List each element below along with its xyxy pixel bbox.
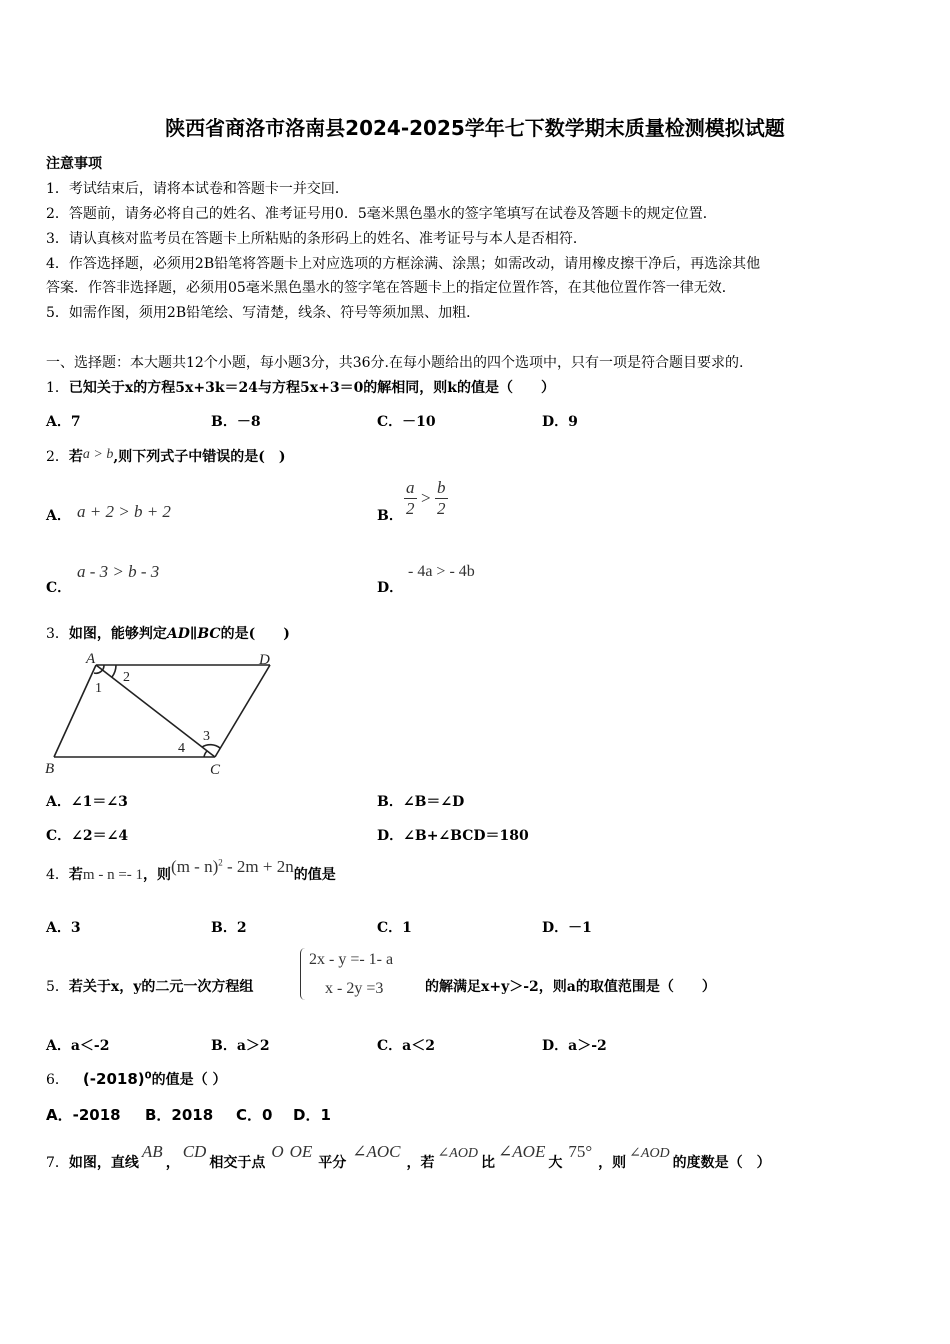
text-segment: ，若 [406, 1155, 435, 1171]
notice-line-1: 1．考试结束后，请将本试卷和答题卡一并交回． [46, 181, 349, 197]
equation-2: x - 2y =3 [325, 980, 384, 997]
text-segment: ，则 [598, 1155, 627, 1171]
line-ab: AB [141, 1142, 163, 1161]
text-segment: 的度数是（ ） [672, 1155, 771, 1171]
q4-option-a: A．3 [46, 920, 81, 936]
angle-aod-target: ∠AOD [629, 1146, 670, 1161]
question-number: 5． [46, 979, 69, 995]
q6-option-c: C．0 [236, 1106, 273, 1124]
question-text-post: 的是( ) [220, 626, 290, 642]
q1-option-d: D．9 [542, 414, 578, 430]
q1-option-c: C．－10 [377, 414, 436, 430]
text-segment: 比 [481, 1155, 496, 1171]
angle-aoe: ∠AOE [498, 1142, 546, 1161]
diagonal-ac [96, 665, 215, 757]
exponent: 0 [144, 1070, 152, 1082]
q2-option-a-expr: a + 2 > b + 2 [77, 502, 171, 521]
question-6 [46, 1069, 226, 1089]
question-number: 1． [46, 380, 69, 396]
q2-option-b-label: B． [377, 508, 403, 524]
q6-option-d: D．1 [293, 1106, 331, 1124]
question-text-pre: 如图，能够判定 [68, 626, 167, 642]
question-text-post: 的解满足x+y＞-2，则a的取值范围是（ ） [425, 979, 716, 995]
point-o: O [271, 1142, 284, 1161]
q3-option-d: D．∠B+∠BCD＝180 [377, 828, 529, 844]
vertex-b-label: B [45, 761, 55, 777]
vertex-a-label: A [86, 651, 96, 667]
question-number: 6． [46, 1072, 69, 1088]
q5-option-c: C．a＜2 [377, 1038, 435, 1054]
q2-option-c-expr: a - 3 > b - 3 [77, 562, 160, 581]
segment-dc [215, 665, 270, 757]
question-text-pre: 若关于x，y的二元一次方程组 [68, 979, 254, 995]
system-brace [300, 948, 305, 1000]
notice-line-6: 5．如需作图，须用2B铅笔绘、写清楚，线条、符号等须加黑、加粗． [46, 305, 481, 321]
question-number: 7． [46, 1155, 69, 1171]
segment-ab [54, 665, 96, 757]
angle-arc-4 [204, 751, 207, 757]
question-text-mid: ，则 [143, 867, 172, 883]
q5-option-b: B．a＞2 [211, 1038, 270, 1054]
line-cd: CD [182, 1142, 207, 1161]
question-number: 4． [46, 867, 69, 883]
q1-option-a: A．7 [46, 414, 81, 430]
text-segment: 大 [548, 1155, 563, 1171]
question-4 [46, 857, 336, 884]
q3-option-a: A．∠1＝∠3 [46, 794, 128, 810]
q4-option-c: C．1 [377, 920, 412, 936]
parallelogram-figure [40, 648, 280, 780]
greater-than-sign: > [420, 488, 431, 508]
question-1 [46, 377, 555, 397]
notice-line-2: 2．答题前，请务必将自己的姓名、准考证号用0．5毫米黑色墨水的签字笔填写在试卷及答题卡的规定位置． [46, 206, 717, 222]
fraction-a-over-2: $\frac{a}{2}$ [406, 478, 415, 518]
q2-option-a-label: A． [46, 508, 71, 524]
question-5-pre [46, 976, 253, 996]
vertex-c-label: C [210, 762, 221, 778]
ray-oe: OE [289, 1142, 313, 1161]
q4-option-b: B．2 [211, 920, 247, 936]
math-expression: (-2018) [82, 1070, 145, 1088]
question-number: 3． [46, 626, 69, 642]
question-text-pre: 若 [68, 449, 83, 465]
angle-aoc: ∠AOC [352, 1142, 401, 1161]
angle-2-label: 2 [123, 670, 130, 685]
angle-aod: ∠AOD [437, 1146, 479, 1161]
math-condition: a > b [82, 447, 114, 462]
angle-3-label: 3 [203, 729, 210, 744]
math-condition: m - n =- 1 [82, 867, 144, 883]
q1-option-b: B．－8 [211, 414, 261, 430]
q2-option-d-expr: - 4a > - 4b [408, 563, 475, 580]
question-2 [46, 446, 286, 466]
question-text-post: ,则下列式子中错误的是( ) [113, 449, 286, 465]
page-title: 陕西省商洛市洛南县2024-2025学年七下数学期末质量检测模拟试题 [165, 116, 785, 140]
angle-arc-3 [202, 745, 220, 748]
q3-option-c: C．∠2＝∠4 [46, 828, 129, 844]
degree-value: 75° [568, 1142, 593, 1161]
text-segment: 如图，直线 [68, 1155, 139, 1171]
fraction-b-over-2: $\frac{b}{2}$ [437, 478, 446, 518]
notice-line-5: 答案．作答非选择题，必须用05毫米黑色墨水的签字笔在答题卡上的指定位置作答，在其他位置作答一律无效． [46, 280, 736, 296]
q2-option-c-label: C． [46, 580, 72, 596]
q2-option-b-expr [404, 478, 448, 519]
angle-arc-2 [112, 665, 116, 677]
equation-1: 2x - y =- 1- a [309, 951, 394, 968]
math-condition: AD∥BC [166, 626, 221, 642]
notice-line-4: 4．作答选择题，必须用2B铅笔将答题卡上对应选项的方框涂满、涂黑；如需改动，请用橡皮擦干净后，再选涂其他 [46, 256, 761, 272]
q5-option-a: A．a＜-2 [46, 1038, 110, 1054]
question-text-pre: 若 [68, 867, 83, 883]
section-heading: 一、选择题：本大题共12个小题，每小题3分，共36分.在每小题给出的四个选项中，只有一项是符合题目要求的. [46, 355, 744, 371]
question-text-post: 的值是 [293, 867, 336, 883]
question-3 [46, 623, 290, 643]
notice-line-3: 3．请认真核对监考员在答题卡上所粘贴的条形码上的姓名、准考证号与本人是否相符． [46, 231, 587, 247]
q4-option-d: D．－1 [542, 920, 592, 936]
question-number: 2． [46, 449, 69, 465]
q6-option-b: B．2018 [145, 1106, 214, 1124]
text-segment: 相交于点 [209, 1155, 266, 1171]
text-segment: ， [165, 1155, 180, 1171]
text-segment: 平分 [318, 1155, 347, 1171]
q5-option-d: D．a＞-2 [542, 1038, 607, 1054]
q6-option-a: A．-2018 [46, 1106, 121, 1124]
angle-4-label: 4 [178, 741, 185, 756]
notice-heading: 注意事项 [46, 156, 102, 172]
vertex-d-label: D [259, 652, 270, 668]
q2-option-d-label: D． [377, 580, 404, 596]
math-expression: (m - n)$^2$ - 2m + 2n [171, 857, 294, 876]
question-7 [46, 1142, 771, 1172]
question-text-post: 的值是（ ） [151, 1072, 227, 1088]
q3-option-b: B．∠B＝∠D [377, 794, 465, 810]
angle-1-label: 1 [95, 681, 102, 696]
question-text: 已知关于x的方程5x+3k＝24与方程5x+3＝0的解相同，则k的值是（ ） [68, 380, 556, 396]
